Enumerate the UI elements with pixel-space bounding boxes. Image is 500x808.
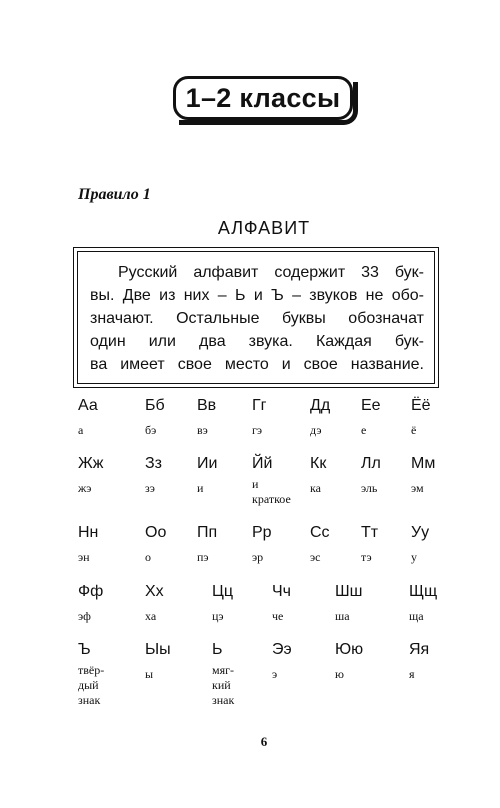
letter-pair: Мм	[411, 455, 436, 472]
rule-heading: АЛФАВИТ	[217, 218, 311, 238]
letter-pair: Нн	[78, 524, 99, 541]
alphabet-cell	[335, 641, 363, 683]
letter-pair: Лл	[361, 455, 381, 472]
alphabet-cell	[272, 583, 291, 625]
alphabet-cell	[197, 455, 217, 497]
rule-text-line: вы. Две из них – Ь и Ъ – звуков не обо-	[90, 287, 424, 304]
letter-pair: Уу	[411, 524, 430, 541]
page-number: 6	[260, 734, 268, 749]
letter-name: у	[411, 550, 417, 564]
letter-name: эн	[78, 550, 90, 564]
letter-name: ё	[411, 423, 417, 437]
letter-name: тэ	[361, 550, 372, 564]
alphabet-cell	[252, 455, 291, 507]
letter-pair: Бб	[145, 397, 165, 414]
letter-name: че	[272, 609, 284, 623]
alphabet-cell	[78, 524, 98, 566]
alphabet-cell	[78, 455, 103, 497]
letter-name: цэ	[212, 609, 224, 623]
letter-name: ы	[145, 667, 154, 681]
letter-pair: Зз	[145, 455, 162, 472]
alphabet-cell	[78, 641, 104, 708]
letter-name: пэ	[197, 550, 209, 564]
letter-name: ша	[335, 609, 350, 623]
letter-pair: Яя	[409, 641, 430, 658]
letter-name: эль	[361, 481, 378, 495]
alphabet-cell	[78, 397, 98, 439]
letter-name: ха	[145, 609, 157, 623]
rule-label: Правило 1	[78, 186, 151, 203]
alphabet-cell	[252, 397, 267, 439]
letter-pair: Тт	[361, 524, 379, 541]
letter-name: я	[409, 667, 415, 681]
letter-pair: Щщ	[409, 583, 438, 600]
letter-pair: Пп	[197, 524, 218, 541]
alphabet-cell	[411, 524, 429, 566]
letter-name: жэ	[78, 481, 92, 495]
letter-pair: Шш	[335, 583, 363, 600]
letter-name: э	[272, 667, 278, 681]
alphabet-cell	[145, 641, 171, 683]
letter-pair: Рр	[252, 524, 272, 541]
letter-name: а	[78, 423, 84, 437]
rule-text-line: один или два звука. Каждая бук-	[90, 333, 424, 350]
letter-pair: Фф	[78, 583, 104, 600]
letter-name: о	[145, 550, 151, 564]
alphabet-cell	[310, 455, 326, 497]
letter-pair: Юю	[335, 641, 364, 658]
alphabet-cell	[409, 583, 437, 625]
rule-text-line: значают. Остальные буквы обозначат	[90, 310, 424, 327]
alphabet-cell	[197, 524, 217, 566]
alphabet-cell	[361, 455, 381, 497]
letter-pair: Чч	[272, 583, 291, 600]
letter-name: бэ	[145, 423, 157, 437]
alphabet-cell	[411, 455, 435, 497]
letter-pair: Оо	[145, 524, 167, 541]
letter-pair: Сс	[310, 524, 330, 541]
letter-name: эр	[252, 550, 264, 564]
letter-name: дэ	[310, 423, 322, 437]
letter-pair: Жж	[78, 455, 104, 472]
letter-pair: Ии	[197, 455, 218, 472]
alphabet-cell	[78, 583, 103, 625]
alphabet-cell	[197, 397, 216, 439]
letter-pair: Ёё	[411, 397, 431, 414]
letter-name: эс	[310, 550, 321, 564]
letter-name: ща	[409, 609, 424, 623]
letter-name: вэ	[197, 423, 208, 437]
letter-name: и краткое	[252, 477, 291, 506]
letter-pair: Вв	[197, 397, 217, 414]
alphabet-cell	[361, 397, 381, 439]
alphabet-cell	[272, 641, 292, 683]
letter-name: е	[361, 423, 367, 437]
alphabet-cell	[145, 524, 166, 566]
rule-text-box	[77, 251, 435, 384]
letter-name: ка	[310, 481, 321, 495]
alphabet-cell	[252, 524, 272, 566]
alphabet-cell	[145, 397, 165, 439]
alphabet-cell	[310, 397, 330, 439]
alphabet-cell	[310, 524, 330, 566]
letter-pair: Хх	[145, 583, 164, 600]
alphabet-cell	[409, 641, 429, 683]
letter-pair: Дд	[310, 397, 331, 414]
alphabet-cell	[145, 455, 162, 497]
alphabet-cell	[212, 583, 233, 625]
alphabet-cell	[335, 583, 363, 625]
letter-name: и	[197, 481, 204, 495]
alphabet-cell	[411, 397, 431, 439]
letter-pair: Ыы	[145, 641, 171, 658]
letter-pair: Ъ	[78, 641, 91, 658]
section-title: 1–2 классы	[185, 82, 341, 113]
letter-pair: Гг	[252, 397, 267, 414]
rule-text-line: Русский алфавит содержит 33 бук-	[118, 264, 424, 281]
alphabet-cell	[212, 641, 234, 708]
letter-name: эф	[78, 609, 91, 623]
letter-pair: Аа	[78, 397, 98, 414]
rule-text-line: ва имеет свое место и свое название.	[90, 356, 424, 373]
letter-name: ю	[335, 667, 344, 681]
letter-pair: Цц	[212, 583, 233, 600]
letter-pair: Ее	[361, 397, 381, 414]
alphabet-cell	[361, 524, 378, 566]
letter-name: мяг- кий знак	[212, 663, 235, 707]
letter-name: твёр- дый знак	[78, 663, 105, 707]
letter-pair: Ь	[212, 641, 223, 658]
letter-pair: Йй	[252, 455, 273, 472]
letter-pair: Ээ	[272, 641, 292, 658]
letter-pair: Кк	[310, 455, 327, 472]
section-title-box	[173, 76, 353, 120]
letter-name: гэ	[252, 423, 263, 437]
letter-name: зэ	[145, 481, 155, 495]
letter-name: эм	[411, 481, 424, 495]
alphabet-cell	[145, 583, 164, 625]
